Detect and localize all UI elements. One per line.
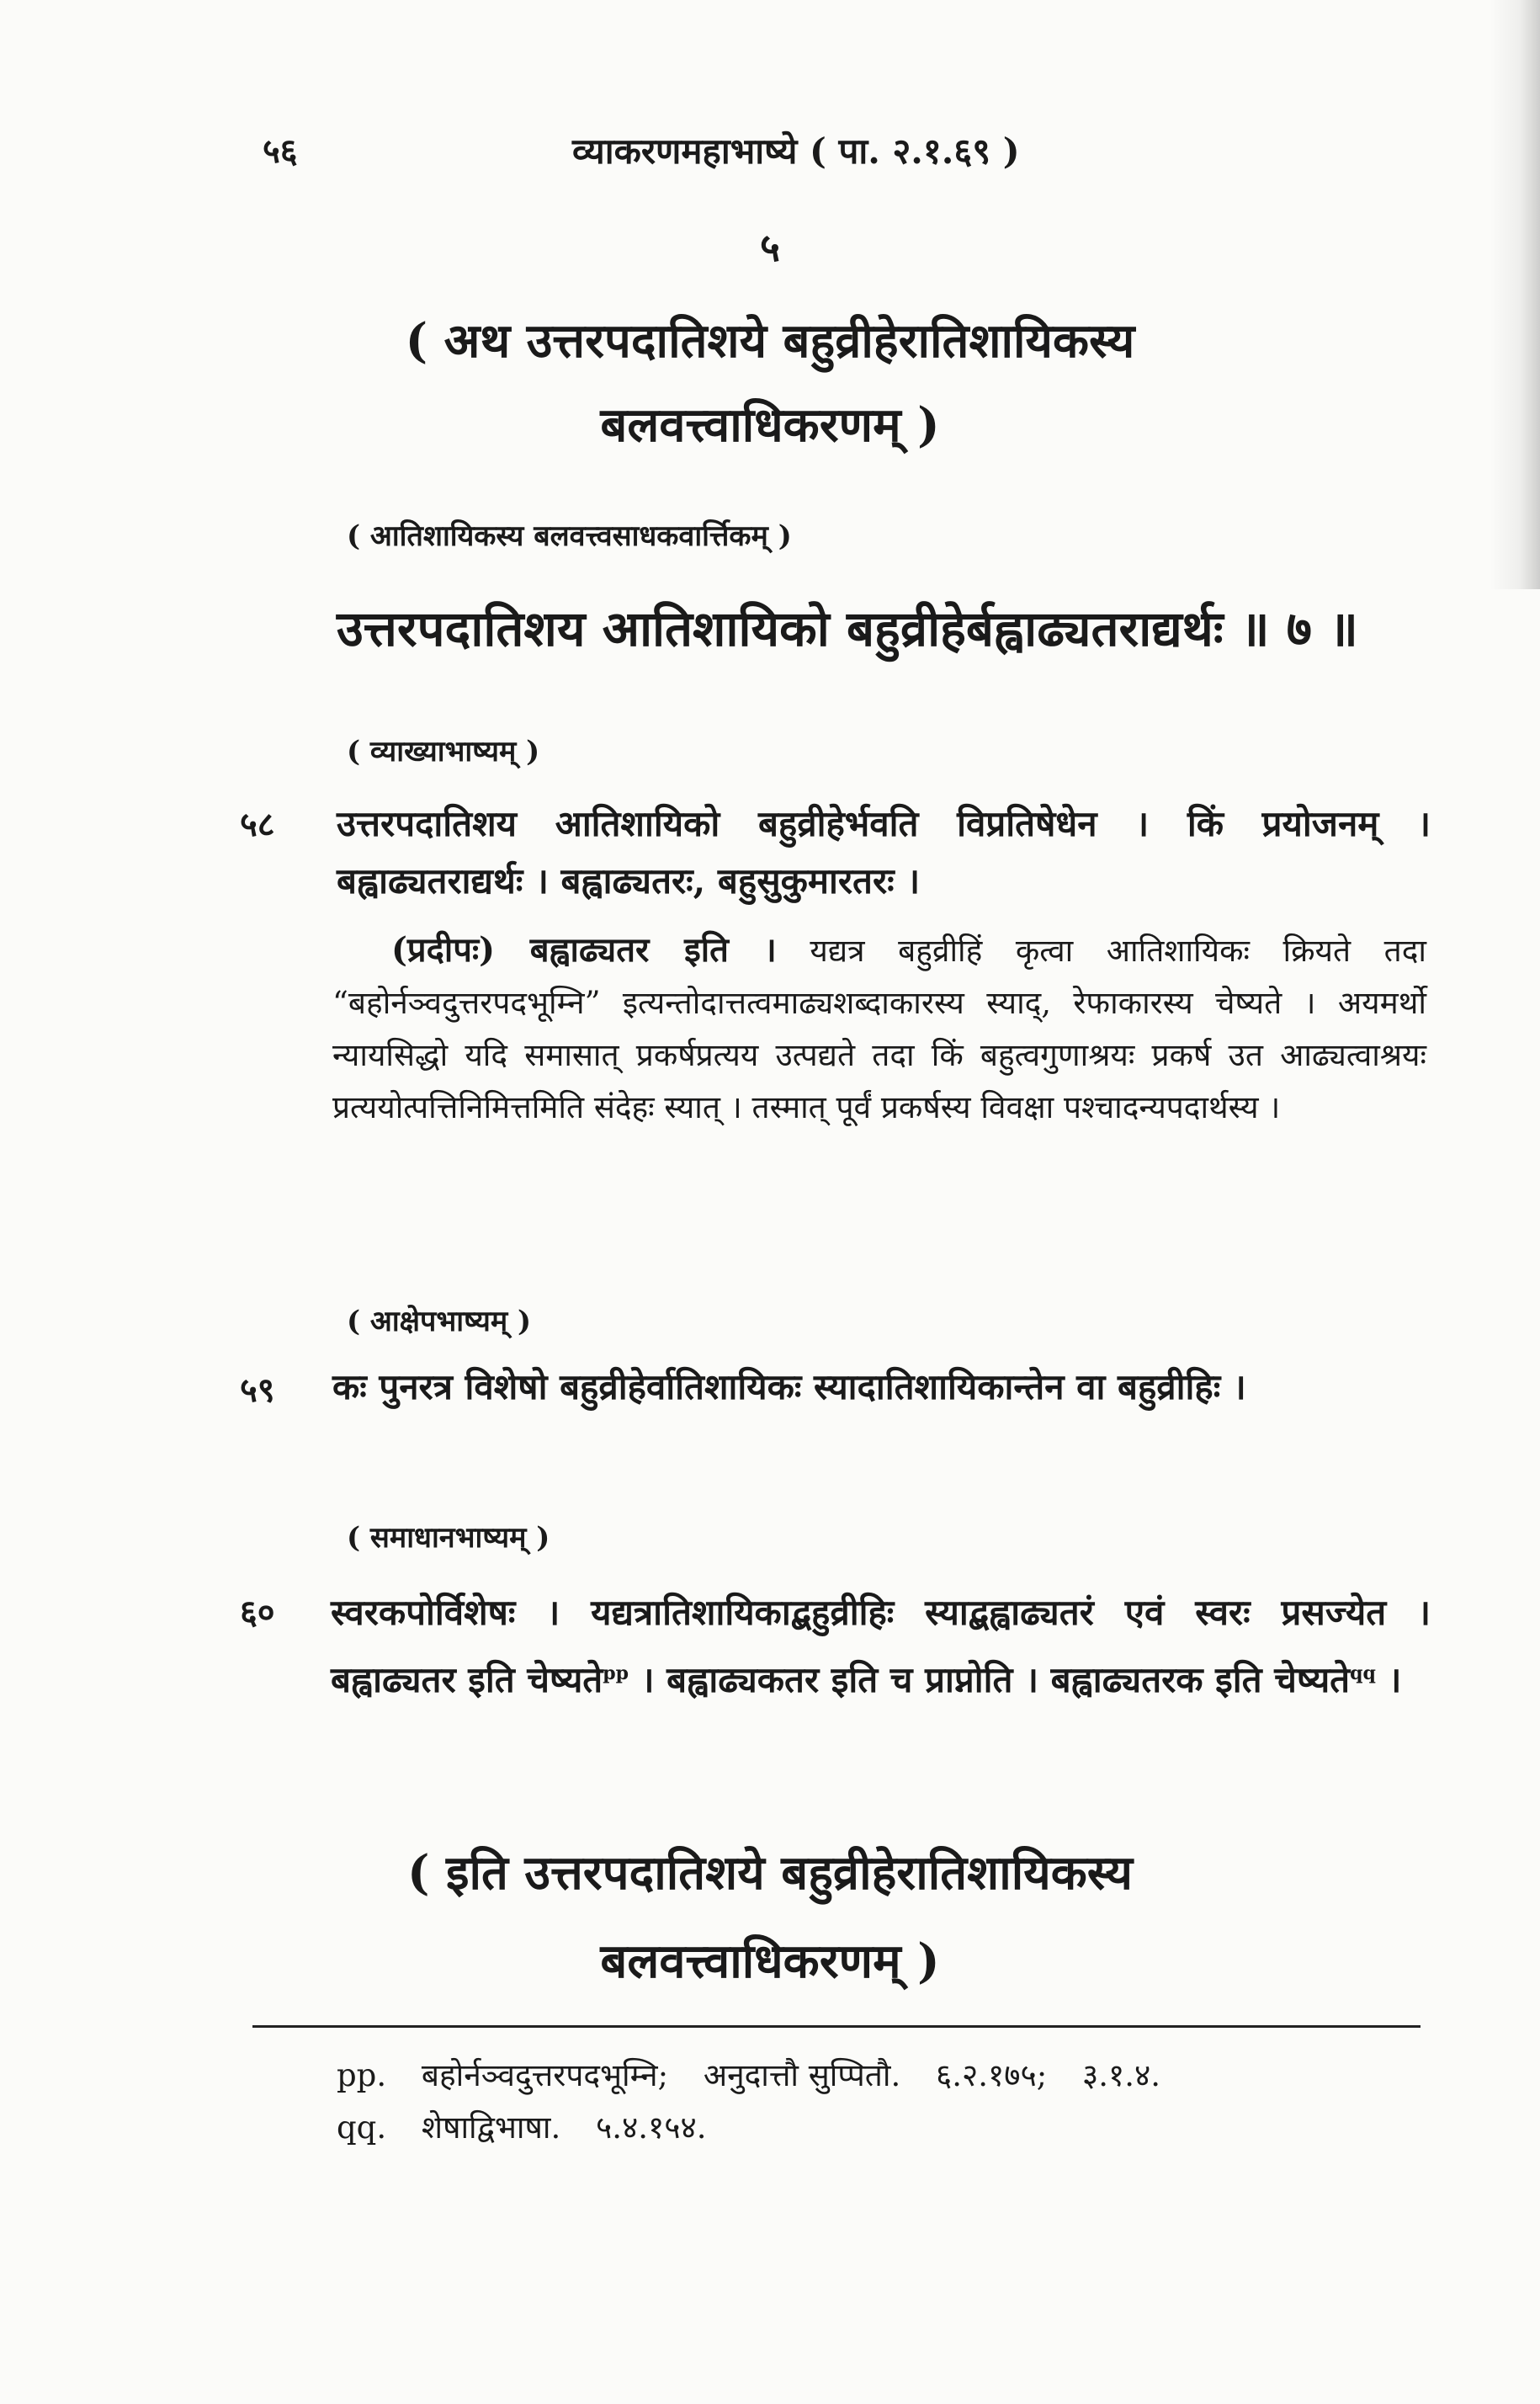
paragraph-60-part3: । bbox=[1375, 1659, 1402, 1700]
footnote-divider bbox=[252, 2025, 1421, 2028]
footnote-qq bbox=[337, 2104, 731, 2147]
paragraph-number-58: ५८ bbox=[240, 805, 275, 844]
footnote-qq-text: शेषाद्विभाषा. bbox=[421, 2109, 561, 2146]
page-header bbox=[0, 126, 1540, 177]
footnote-mark-qq: qq bbox=[1350, 1662, 1376, 1684]
paragraph-60-part1: स्वरकपोर्विशेषः । यद्यत्रातिशायिकाद्बहुव्रीहिः स्याद्बह्वाढ्यतरं एवं स्वरः प्रसज्येत । बह्वाढ्यतर इति चेष्यते bbox=[331, 1592, 1431, 1700]
paragraph-number-59: ५९ bbox=[240, 1370, 275, 1410]
samadhana-label: ( समाधानभाष्यम् ) bbox=[347, 1521, 550, 1555]
vyakhya-label: ( व्याख्याभाष्यम् ) bbox=[347, 735, 540, 769]
paragraph-58: उत्तरपदातिशय आतिशायिको बहुव्रीहेर्भवति विप्रतिषेधेन । किं प्रयोजनम् । बह्वाढ्यतराद्यर्थः । बह्वाढ्यतरः, बहुसुकुमारतरः । bbox=[337, 803, 1431, 902]
adhikarana-title-line2: बलवत्त्वाधिकरणम् ) bbox=[600, 397, 940, 453]
pradipa-text: यद्यत्र बहुव्रीहिं कृत्वा आतिशायिकः क्रियते तदा “बहोर्नञ्वदुत्तरपदभूम्नि” इत्यन्तोदात्तत्वमाढ्यशब्दाकारस्य स्याद्, रेफाकारस्य चेष्यते । अयमर्थो न्यायसिद्धो यदि समासात् प्रकर्षप्रत्यय उत्पद्यते तदा किं बहुत्वगुणाश्रयः प्रकर्ष उत आढ्यत्वाश्रयः प्रत्ययोत्पत्तिनिमित्तमिति संदेहः स्यात् । तस्मात् पूर्वं प्रकर्षस्य विवक्षा पश्चादन्यपदार्थस्य । bbox=[332, 933, 1426, 1125]
vartika-label: ( आतिशायिकस्य बलवत्त्वसाधकवार्त्तिकम् ) bbox=[347, 519, 792, 553]
paragraph-number-60: ६० bbox=[240, 1593, 275, 1632]
page-number: ५६ bbox=[263, 131, 298, 171]
footnote-pp-ref2: ६.२.१७५; bbox=[935, 2057, 1048, 2093]
footnote-pp-ref3: ३.१.४. bbox=[1081, 2057, 1160, 2093]
page-edge-shadow bbox=[1490, 0, 1540, 589]
closing-title-line1: ( इति उत्तरपदातिशये बहुव्रीहेरातिशायिकस्य bbox=[407, 1845, 1133, 1901]
footnote-pp-mark: pp. bbox=[337, 2057, 387, 2093]
footnote-mark-pp: pp bbox=[603, 1662, 629, 1684]
footnote-pp-text: बहोर्नञ्वदुत्तरपदभूम्नि; bbox=[421, 2057, 669, 2093]
paragraph-60-part2: । बह्वाढ्यकतर इति च प्राप्नोति । बह्वाढ्यतरक इति चेष्यते bbox=[640, 1659, 1351, 1700]
adhikarana-title-line1: ( अथ उत्तरपदातिशये बहुव्रीहेरातिशायिकस्य bbox=[405, 313, 1135, 369]
pradipa-head: (प्रदीपः) बह्वाढ्यतर इति । bbox=[391, 930, 777, 970]
paragraph-59: कः पुनरत्र विशेषो बहुव्रीहेर्वातिशायिकः स्यादातिशायिकान्तेन वा बहुव्रीहिः । bbox=[332, 1366, 1246, 1407]
closing-title-line2: बलवत्त्वाधिकरणम् ) bbox=[600, 1933, 940, 1989]
footnote-pp bbox=[337, 2052, 1186, 2095]
pradipa-commentary bbox=[332, 924, 1426, 1134]
section-number: ५ bbox=[760, 225, 780, 270]
running-head: व्याकरणमहाभाष्ये ( पा. २.१.६९ ) bbox=[572, 130, 1020, 172]
akshepa-label: ( आक्षेपभाष्यम् ) bbox=[347, 1305, 532, 1338]
paragraph-60 bbox=[331, 1582, 1431, 1710]
vartika-text: उत्तरपदातिशय आतिशायिको बहुव्रीहेर्बह्वाढ्यतराद्यर्थः ॥ ७ ॥ bbox=[337, 600, 1358, 657]
footnote-qq-mark: qq. bbox=[337, 2109, 387, 2146]
footnote-pp-ref1: अनुदात्तौ सुप्पितौ. bbox=[703, 2057, 901, 2093]
footnote-qq-ref1: ५.४.१५४. bbox=[595, 2109, 707, 2146]
